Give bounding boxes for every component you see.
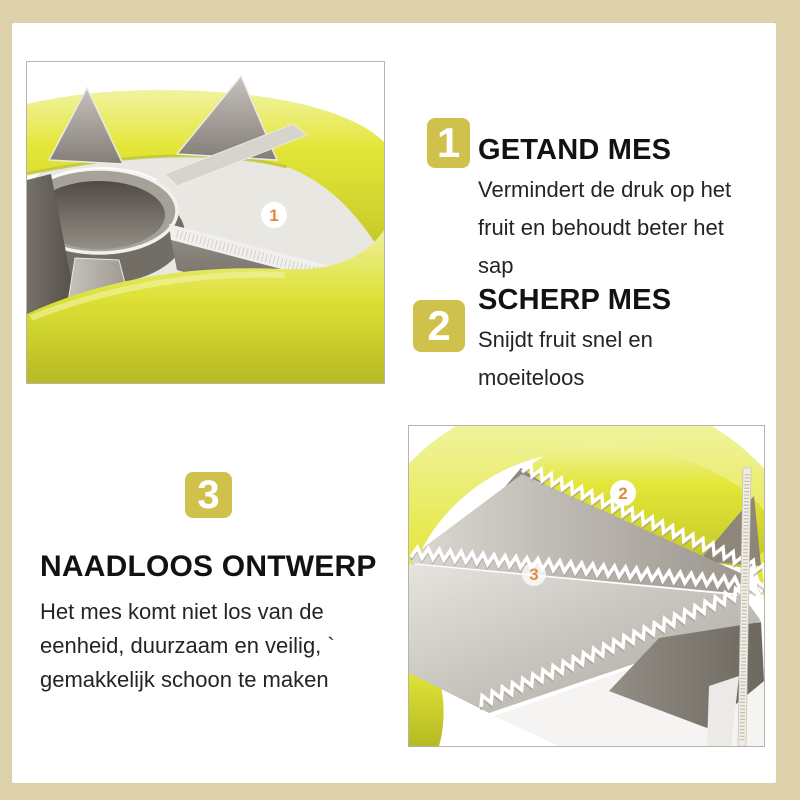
feature-line: fruit en behoudt beter het bbox=[478, 215, 724, 240]
callout-2-label: 2 bbox=[618, 484, 628, 503]
feature-title-3: NAADLOOS ONTWERP bbox=[40, 550, 377, 583]
photo-callout-1 bbox=[261, 202, 287, 228]
photo-callout-3 bbox=[522, 562, 546, 586]
feature-line: eenheid, duurzaam en veilig, ` bbox=[40, 633, 335, 658]
feature-title-2: SCHERP MES bbox=[478, 284, 672, 316]
feature-line: Het mes komt niet los van de bbox=[40, 599, 324, 624]
photo-callout-2 bbox=[610, 480, 636, 506]
feature-line: Snijdt fruit snel en bbox=[478, 327, 653, 352]
content-panel bbox=[12, 23, 776, 783]
badge-number: 1 bbox=[436, 119, 461, 166]
feature-line: gemakkelijk schoon te maken bbox=[40, 667, 329, 692]
number-badge-2 bbox=[413, 300, 465, 352]
number-badge-1 bbox=[427, 118, 470, 168]
feature-line: sap bbox=[478, 253, 514, 278]
callout-1-label: 1 bbox=[269, 206, 279, 225]
product-photo-top bbox=[26, 61, 385, 384]
feature-body-3 bbox=[40, 595, 335, 697]
feature-line: moeiteloos bbox=[478, 365, 585, 390]
number-badge-3 bbox=[185, 472, 232, 518]
feature-body-2 bbox=[478, 321, 653, 397]
slicer-top-illustration bbox=[27, 62, 384, 383]
product-photo-bottom bbox=[408, 425, 765, 747]
badge-number: 2 bbox=[427, 302, 451, 349]
feature-title-1: GETAND MES bbox=[478, 134, 672, 166]
callout-3-label: 3 bbox=[529, 565, 539, 584]
feature-body-1 bbox=[478, 171, 731, 285]
badge-number: 3 bbox=[197, 473, 220, 517]
slicer-bottom-illustration bbox=[409, 426, 764, 746]
feature-line: Vermindert de druk op het bbox=[478, 177, 732, 202]
